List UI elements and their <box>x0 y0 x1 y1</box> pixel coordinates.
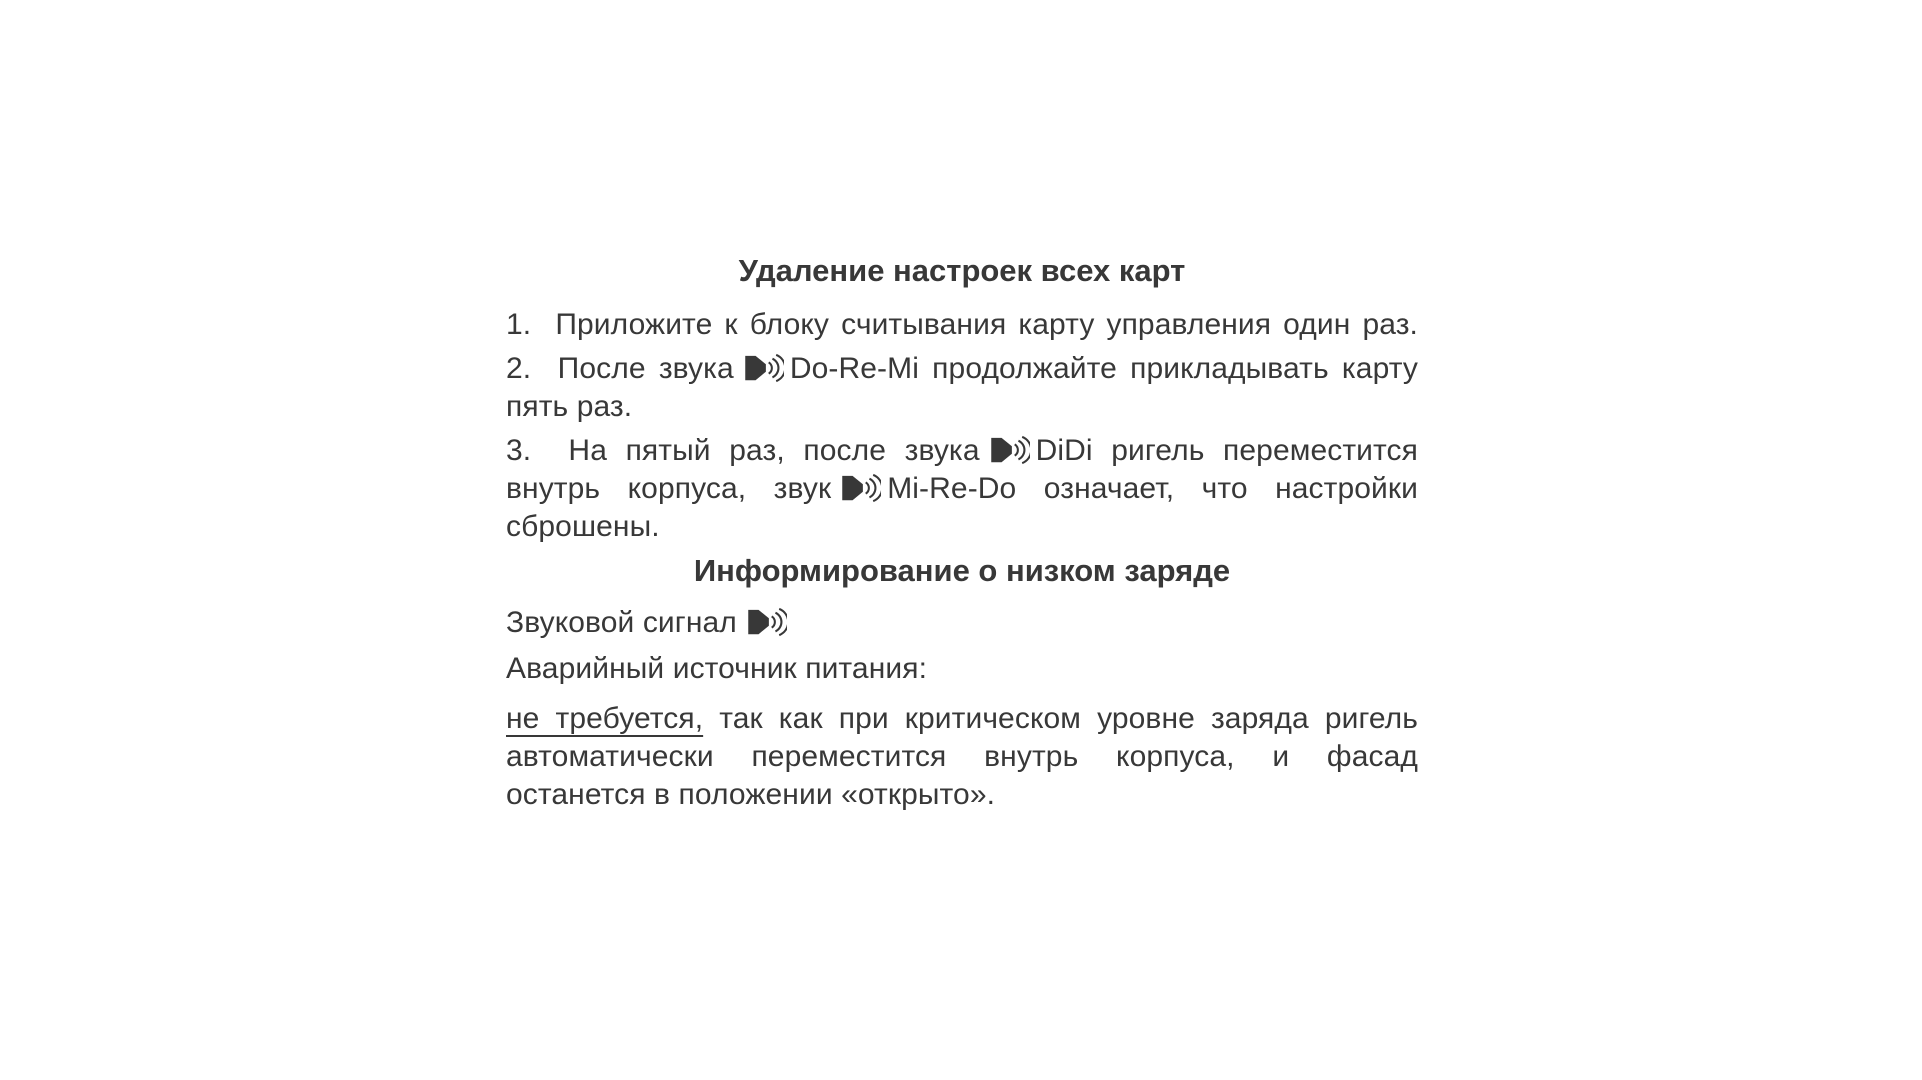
list-item-3-line-3: сброшены. <box>506 510 660 543</box>
emergency-power-label: Аварийный источник питания: <box>506 652 928 685</box>
sound-signal-label: Звуковой сигнал <box>506 606 737 639</box>
sound-signal-line <box>506 604 1418 642</box>
paragraph-line-2: автоматически переместится внутрь корпуса, и фасад <box>506 740 1418 773</box>
list-item-1: 1. Приложите к блоку считывания карту управления один раз. <box>506 308 1418 341</box>
speaker-sound-icon <box>747 607 787 637</box>
emergency-power-paragraph <box>506 700 1418 814</box>
speaker-sound-icon <box>744 353 784 383</box>
paragraph-line-1-rest: так как при критическом уровне заряда ригель <box>719 702 1418 735</box>
list-item-3-line-1 <box>506 432 1418 470</box>
underlined-not-required: не требуется, <box>506 702 704 735</box>
list-item-2-line-1-post: Do-Re-Mi продолжайте прикладывать карту <box>789 352 1418 385</box>
list-item-3-line-2-pre: внутрь корпуса, звук <box>506 472 832 505</box>
list-item-3-line-2-post: Mi-Re-Do означает, что настройки <box>887 472 1418 505</box>
list-item-2-line-2: пять раз. <box>506 390 633 423</box>
list-item-2 <box>506 350 1418 426</box>
speaker-sound-icon <box>990 435 1030 465</box>
section-heading-low-battery: Информирование о низком заряде <box>693 553 1231 588</box>
list-item-3 <box>506 432 1418 546</box>
list-item-3-line-1-post: DiDi ригель переместится <box>1035 434 1418 467</box>
list-item-2-line-1 <box>506 350 1418 388</box>
paragraph-line-3: останется в положении «открыто». <box>506 778 996 811</box>
speaker-sound-icon <box>841 473 881 503</box>
document-page <box>506 252 1418 814</box>
list-item-3-line-2 <box>506 470 1418 508</box>
list-item-3-line-1-pre: 3. На пятый раз, после звука <box>506 434 980 467</box>
list-item-2-line-1-pre: 2. После звука <box>506 352 734 385</box>
paragraph-line-1 <box>506 700 1418 738</box>
section-heading-delete-cards: Удаление настроек всех карт <box>738 253 1186 288</box>
